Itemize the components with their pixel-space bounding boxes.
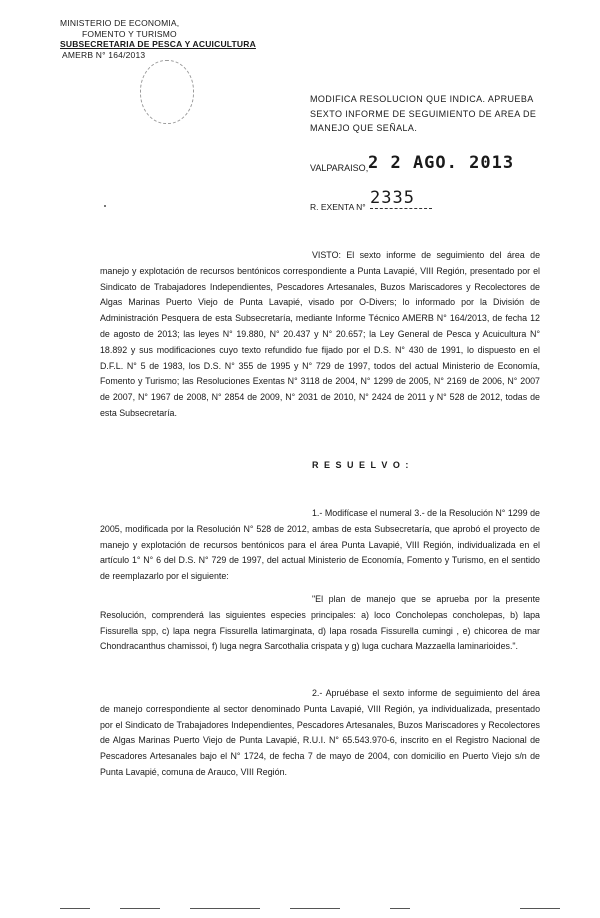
exenta-underline: [370, 208, 432, 209]
header-subsecretaria-line: SUBSECRETARIA DE PESCA Y ACUICULTURA: [60, 39, 256, 49]
resolution-date: 2 2 AGO. 2013: [368, 153, 515, 173]
header-amerb-line: AMERB N° 164/2013: [62, 49, 146, 60]
resuelvo-heading: R E S U E L V O :: [312, 460, 410, 470]
visto-paragraph: VISTO: El sexto informe de seguimiento del área de manejo y explotación de recursos bentónicos correspondiente a Punta Lavapié, VIII Región, presentado por el Sindicato de Trabajadores Independientes, Pescadores Artesanales, Buzos Mariscadores y Recolectores de Algas Marinas Puerto Viejo de Punta Lavapié, visado por O-Divers; lo informado por la División de Administración Pesquera de esta Subsecretaría, mediante Informe Técnico AMERB N° 164/2013, de fecha 12 de agosto de 2013; las leyes N° 19.880, N° 20.437 y N° 20.657; la Ley General de Pesca y Acuicultura N° 18.892 y sus modificaciones cuyo texto refundido fue fijado por el D.S. N° 430 de 1991, lo dispuesto en el D.F.L. N° 5 de 1983, los D.S. N° 355 de 1995 y N° 729 de 1997, todos del actual Ministerio de Economía, Fomento y Turismo; las Resoluciones Exentas N° 3118 de 2004, N° 1299 de 2005, N° 2169 de 2006, N° 2007 de 2007, N° 1967 de 2008, N° 2854 de 2009, N° 2031 de 2010, N° 2424 de 2011 y N° 528 de 2012, todas de esta Subsecretaría.: [100, 250, 540, 418]
header-ministry-line: MINISTERIO DE ECONOMIA,: [60, 18, 180, 28]
exenta-label: R. EXENTA N°: [310, 202, 366, 212]
exenta-number: 2335: [370, 188, 415, 208]
resolution-subject: MODIFICA RESOLUCION QUE INDICA. APRUEBA SEXTO INFORME DE SEGUIMIENTO DE AREA DE MANEJO QUE SEÑALA.: [310, 94, 537, 133]
species-quote-paragraph: "El plan de manejo que se aprueba por la presente Resolución, comprenderá las siguientes especies principales: a) loco Concholepas concholepas, b) lapa Fissurella spp, c) lapa negra Fissurella latimarginata, d) lapa rosada Fissurella cumingi , e) chicorea de mar Chondracanthus chamissoi, f) luga negra Sarcothalia crispata y g) luga cuchara Mazzaella laminarioides.".: [100, 594, 540, 652]
office-stamp: [140, 60, 194, 124]
header-ministry-line-2: FOMENTO Y TURISMO: [82, 28, 177, 39]
ministry-header: [60, 18, 260, 60]
footer-scan-marks: [60, 908, 600, 914]
place-label: VALPARAISO,: [310, 163, 369, 173]
article-1-paragraph: 1.- Modifícase el numeral 3.- de la Resolución N° 1299 de 2005, modificada por la Resolución N° 528 de 2012, ambas de esta Subsecretaría, que aprobó el proyecto de manejo y explotación de recursos bentónicos para el área Punta Lavapié, VIII Región, individualizada en el artículo 1° N° 6 del D.S. N° 729 de 1997, del actual Ministerio de Economía, Fomento y Turismo, en el sentido de reemplazarlo por el siguiente:: [100, 508, 540, 582]
article-2-paragraph: 2.- Apruébase el sexto informe de seguimiento del área de manejo correspondiente al sector denominado Punta Lavapié, VIII Región, ya individualizada, presentado por el Sindicato de Trabajadores Independientes, Pescadores Artesanales, Buzos Mariscadores y Recolectores de Algas Marinas Puerto Viejo de Punta Lavapié, R.U.I. N° 65.543.970-6, inscrito en el Registro Nacional de Pescadores Artesanales bajo el N° 1724, de fecha 7 de mayo de 2004, con domicilio en Puerto Viejo s/n de Punta Lavapié, comuna de Arauco, VIII Región.: [100, 688, 540, 777]
scan-mark: [104, 205, 106, 207]
